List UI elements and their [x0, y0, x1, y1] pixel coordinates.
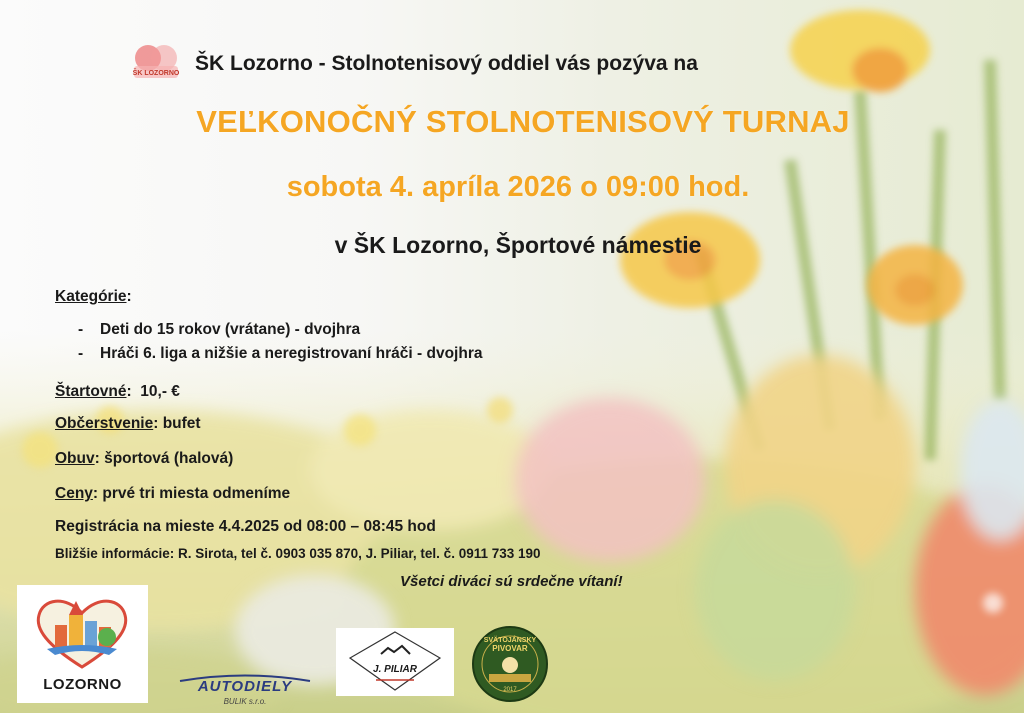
categories-heading: Kategórie:: [55, 288, 132, 305]
autodiely-sublabel: BULIK s.r.o.: [223, 697, 267, 706]
club-logo-text: ŠK LOZORNO: [132, 70, 180, 77]
fee-row: Štartovné: 10,- €: [55, 383, 180, 400]
prizes-row: Ceny: prvé tri miesta odmeníme: [55, 485, 291, 502]
brewer-figure-icon: [502, 657, 518, 673]
fee-value: 10,- €: [140, 383, 180, 400]
brewery-sponsor-logo: [469, 625, 551, 703]
piliar-emblem-icon: [336, 628, 454, 696]
category-text: Hráči 6. liga a nižšie a neregistrovaní hráči - dvojhra: [100, 345, 483, 362]
heart-town-icon: [17, 585, 148, 675]
club-logo: [130, 42, 182, 88]
event-venue: v ŠK Lozorno, Športové námestie: [334, 232, 702, 258]
refreshments-value: bufet: [162, 415, 201, 432]
category-text: Deti do 15 rokov (vrátane) - dvojhra: [100, 321, 361, 338]
contact-info: Bližšie informácie: R. Sirota, tel č. 0903 035 870, J. Piliar, tel. č. 0911 733 190: [55, 546, 541, 561]
event-title: VEĽKONOČNÝ STOLNOTENISOVÝ TURNAJ: [196, 104, 850, 139]
fee-label: Štartovné: [55, 383, 127, 400]
shoes-label: Obuv: [55, 450, 95, 467]
invitation-intro: ŠK Lozorno - Stolnotenisový oddiel vás pozýva na: [195, 52, 698, 75]
refreshments-row: Občerstvenie: bufet: [55, 415, 201, 432]
piliar-label: J. PILIAR: [373, 664, 417, 675]
categories-label: Kategórie: [55, 288, 127, 305]
category-item: - Deti do 15 rokov (vrátane) - dvojhra: [78, 321, 361, 338]
prizes-value: prvé tri miesta odmeníme: [102, 485, 291, 502]
prizes-label: Ceny: [55, 485, 93, 502]
autodiely-label: AUTODIELY: [197, 678, 293, 695]
registration-info: Registrácia na mieste 4.4.2025 od 08:00 – 08:45 hod: [55, 518, 436, 535]
event-date: sobota 4. apríla 2026 o 09:00 hod.: [286, 171, 750, 203]
shoes-value: športová (halová): [104, 450, 234, 467]
category-item: - Hráči 6. liga a nižšie a neregistrovaní hráči - dvojhra: [78, 345, 483, 362]
brewery-year: 2017: [503, 687, 517, 693]
autodiely-sponsor-logo: [170, 672, 320, 710]
refreshments-label: Občerstvenie: [55, 415, 154, 432]
lozorno-label: LOZORNO: [43, 676, 122, 693]
brewery-name-mid: PIVOVAR: [492, 644, 528, 653]
piliar-sponsor-logo: [336, 628, 454, 696]
welcome-message: Všetci diváci sú srdečne vítaní!: [400, 573, 623, 590]
lozorno-sponsor-logo: [17, 585, 148, 703]
brewery-name-top: SVÄTOJÁNSKY: [483, 637, 537, 644]
shoes-row: Obuv: športová (halová): [55, 450, 234, 467]
